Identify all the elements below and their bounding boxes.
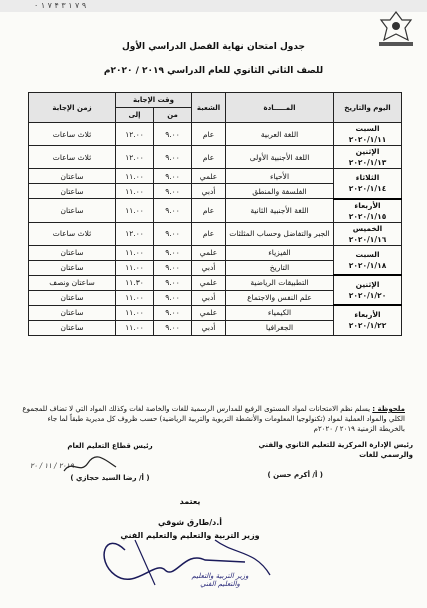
- to-cell: ١١.٠٠: [116, 290, 154, 305]
- division-cell: علمي: [192, 275, 226, 290]
- minister-title: وزير التربية والتعليم والتعليم الفني: [120, 531, 260, 540]
- day-name: السبت: [355, 124, 380, 133]
- to-cell: ١١.٠٠: [116, 199, 154, 223]
- central-admin-signature: [213, 440, 413, 480]
- day-date-cell: [334, 245, 402, 275]
- day-date-cell: [334, 199, 402, 223]
- subject-cell: الكيمياء: [226, 305, 334, 320]
- minister-stamp: [160, 572, 280, 588]
- exam-date: ٢٠٢٠/١/٢٢: [348, 321, 387, 331]
- subject-cell: الفلسفة والمنطق: [226, 184, 334, 199]
- from-cell: ٩.٠٠: [154, 290, 192, 305]
- from-cell: ٩.٠٠: [154, 169, 192, 184]
- exam-date: ٢٠٢٠/١/١٨: [348, 260, 387, 270]
- exam-date: ٢٠٢٠/١/٢٠: [348, 291, 387, 300]
- table-row: [29, 146, 402, 169]
- day-name: الخميس: [352, 223, 383, 233]
- table-row: [29, 305, 402, 320]
- sector-head-name: ( أ/ رضا السيد حجازي ): [70, 474, 150, 482]
- exam-date: ٢٠٢٠/١/١٤: [348, 184, 387, 194]
- header-answer-time: وقت الإجابة: [116, 93, 192, 108]
- exam-schedule-table: [28, 92, 402, 336]
- central-head-name: ( أ/ أكرم حسن ): [267, 471, 323, 479]
- to-cell: ١٢.٠٠: [116, 146, 154, 169]
- duration-cell: ساعتان: [29, 169, 116, 184]
- document-number: ۰ ۱ ۷ ۴ ۳ ۱ ٩ ٧: [34, 1, 87, 10]
- handwritten-signature-icon: [60, 455, 120, 477]
- from-cell: ٩.٠٠: [154, 222, 192, 245]
- to-cell: ١١.٠٠: [116, 245, 154, 260]
- day-name: الإثنين: [355, 147, 380, 156]
- minister-signature-icon: [95, 520, 295, 602]
- header-division: الشعبة: [192, 93, 226, 123]
- division-cell: أدبي: [192, 290, 226, 305]
- day-name: الإثنين: [355, 280, 380, 289]
- duration-cell: ثلاث ساعات: [29, 222, 116, 245]
- sector-head-title: رئيس قطاع التعليم العام: [67, 442, 153, 450]
- division-cell: علمي: [192, 169, 226, 184]
- division-cell: عام: [192, 123, 226, 146]
- to-cell: ١١.٠٠: [116, 305, 154, 320]
- note-label: ملحوظة :: [372, 405, 405, 413]
- table-row: [29, 222, 402, 245]
- exam-date: ٢٠٢٠/١/١٥: [348, 211, 387, 221]
- division-cell: أدبي: [192, 260, 226, 275]
- duration-cell: ساعتان: [29, 290, 116, 305]
- from-cell: ٩.٠٠: [154, 245, 192, 260]
- table-row: [29, 245, 402, 260]
- day-date-cell: [334, 123, 402, 146]
- exam-date: ٢٠٢٠/١/١١: [348, 135, 387, 144]
- day-name: الأربعاء: [354, 310, 381, 320]
- stamp-text-1: وزير التربية والتعليم: [191, 572, 249, 580]
- division-cell: علمي: [192, 305, 226, 320]
- minister-name: أ.د/طارق شوقي: [157, 518, 223, 527]
- header-day-date: اليوم والتاريخ: [334, 93, 402, 123]
- header-duration: زمن الإجابة: [29, 93, 116, 123]
- table-row: [29, 169, 402, 184]
- day-date-cell: [334, 222, 402, 245]
- to-cell: ١١.٠٠: [116, 320, 154, 335]
- to-cell: ١١.٣٠: [116, 275, 154, 290]
- note-paragraph: [22, 404, 405, 434]
- table-row: [29, 123, 402, 146]
- subject-cell: التطبيقات الرياضية: [226, 275, 334, 290]
- exam-date: ٢٠٢٠/١/١٣: [348, 158, 387, 167]
- duration-cell: ساعتان: [29, 320, 116, 335]
- to-cell: ١١.٠٠: [116, 260, 154, 275]
- duration-cell: ثلاث ساعات: [29, 123, 116, 146]
- table-row: [29, 199, 402, 223]
- from-cell: ٩.٠٠: [154, 305, 192, 320]
- approved-label: يعتمد: [179, 497, 201, 506]
- duration-cell: ساعتان: [29, 245, 116, 260]
- exam-date: ٢٠٢٠/١/١٦: [348, 234, 387, 244]
- day-name: السبت: [355, 249, 380, 259]
- subject-cell: الجبر والتفاضل وحساب المثلثات: [226, 222, 334, 245]
- from-cell: ٩.٠٠: [154, 146, 192, 169]
- title-line-2: للصف الثاني الثانوي للعام الدراسي ٢٠١٩ / ٢٠٢٠م: [103, 66, 324, 76]
- duration-cell: ساعتان ونصف: [29, 275, 116, 290]
- to-cell: ١٢.٠٠: [116, 123, 154, 146]
- subject-cell: الجغرافيا: [226, 320, 334, 335]
- day-date-cell: [334, 146, 402, 169]
- header-subject: المـــــادة: [226, 93, 334, 123]
- subject-cell: الفيزياء: [226, 245, 334, 260]
- day-date-cell: [334, 305, 402, 335]
- duration-cell: ساعتان: [29, 199, 116, 223]
- ministry-logo-icon: [375, 10, 417, 48]
- from-cell: ٩.٠٠: [154, 199, 192, 223]
- division-cell: علمي: [192, 245, 226, 260]
- top-bar: [0, 0, 427, 12]
- central-head-subtitle: والرسمي للغات: [359, 451, 413, 459]
- header-from: من: [154, 108, 192, 123]
- subject-cell: اللغة العربية: [226, 123, 334, 146]
- division-cell: أدبي: [192, 184, 226, 199]
- header-to: إلى: [116, 108, 154, 123]
- to-cell: ١١.٠٠: [116, 169, 154, 184]
- duration-cell: ساعتان: [29, 184, 116, 199]
- duration-cell: ساعتان: [29, 305, 116, 320]
- division-cell: أدبي: [192, 320, 226, 335]
- day-name: الأربعاء: [354, 200, 381, 210]
- subject-cell: اللغة الأجنبية الثانية: [226, 199, 334, 223]
- table-row: [29, 275, 402, 290]
- duration-cell: ثلاث ساعات: [29, 146, 116, 169]
- handwritten-date: ٢٠١٩ / ١١ / ٢٠: [30, 462, 74, 470]
- note-text: يسلم نظم الامتحانات لمواد المستوى الرفيع للمدارس الرسمية للغات والخاصة لغات وكذلك المواد التي لا تضاف للمجموع الكلي والمواد العملية لمواد (تكنولوجيا المعلومات والأنشطة التربوية والتربية الرياضية) حسب ظروف كل مديرية طبقاً لما جاء بالخريطة الزمنية ٢٠١٩ / ٢٠٢٠م: [22, 405, 405, 433]
- from-cell: ٩.٠٠: [154, 184, 192, 199]
- to-cell: ١٢.٠٠: [116, 222, 154, 245]
- division-cell: عام: [192, 222, 226, 245]
- division-cell: عام: [192, 199, 226, 223]
- from-cell: ٩.٠٠: [154, 260, 192, 275]
- from-cell: ٩.٠٠: [154, 320, 192, 335]
- stamp-text-2: والتعليم الفني: [200, 580, 240, 588]
- subject-cell: اللغة الأجنبية الأولى: [226, 146, 334, 169]
- from-cell: ٩.٠٠: [154, 275, 192, 290]
- day-date-cell: [334, 275, 402, 305]
- title-line-1: جدول امتحان نهاية الفصل الدراسي الأول: [121, 42, 306, 52]
- subject-cell: علم النفس والاجتماع: [226, 290, 334, 305]
- subject-cell: الأحياء: [226, 169, 334, 184]
- central-head-title: رئيس الإدارة المركزية للتعليم الثانوي والفني: [258, 441, 413, 449]
- duration-cell: ساعتان: [29, 260, 116, 275]
- from-cell: ٩.٠٠: [154, 123, 192, 146]
- to-cell: ١١.٠٠: [116, 184, 154, 199]
- day-name: الثلاثاء: [355, 173, 380, 183]
- day-date-cell: [334, 169, 402, 199]
- subject-cell: التاريخ: [226, 260, 334, 275]
- division-cell: عام: [192, 146, 226, 169]
